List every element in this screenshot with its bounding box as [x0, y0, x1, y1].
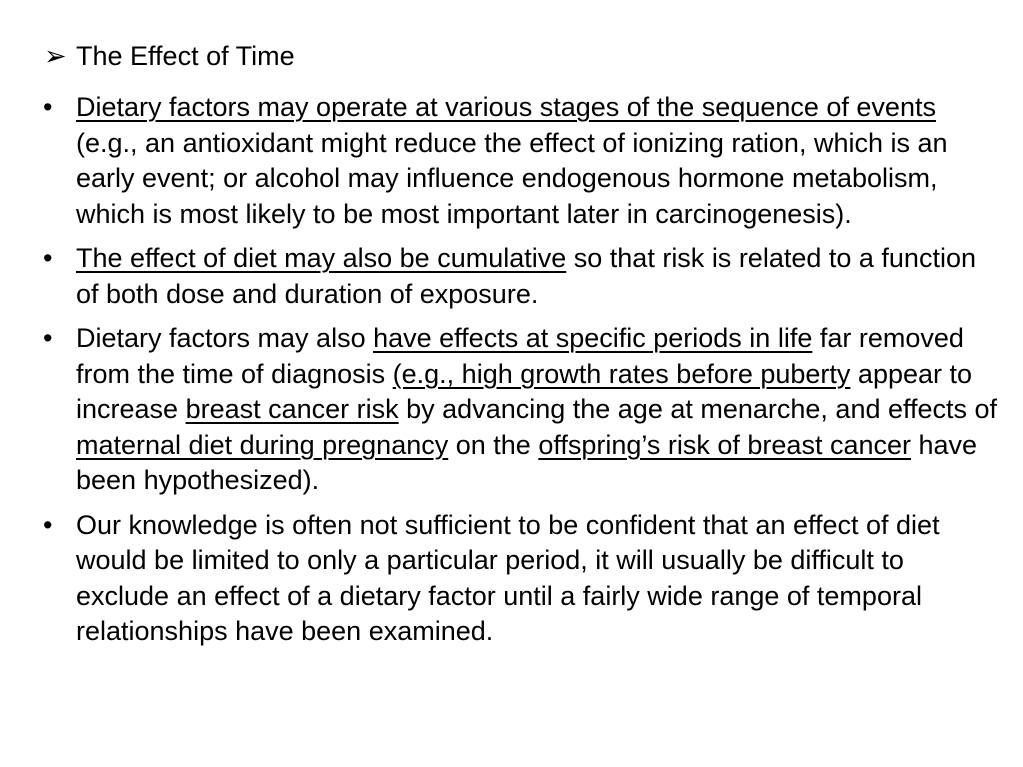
- bullet-text: appear to increase: [76, 358, 973, 424]
- bullet-text: (e.g., an antioxidant might reduce the effect of ionizing ration, which is an early event; or alcohol may influence endogenous hormone metabolism, which is most likely to be most important later in carcinogenesis).: [76, 127, 948, 229]
- bullet-item: [0, 241, 1023, 312]
- underlined-phrase: offspring’s risk of breast cancer: [538, 429, 911, 460]
- bullet-item: [0, 321, 1023, 499]
- underlined-phrase: maternal diet during pregnancy: [76, 429, 449, 460]
- underlined-phrase: Dietary factors may operate at various stages of the sequence of events: [76, 92, 936, 122]
- bullet-text: Our knowledge is often not sufficient to be confident that an effect of diet would be limited to only a particular period, it will usually be difficult to exclude an effect of a dietary factor until a fairly wide range of temporal relationships have been examined.: [76, 509, 940, 646]
- underlined-phrase: have effects at specific periods in life: [373, 323, 813, 353]
- bullet-text: by advancing the age at menarche, and effects of: [398, 394, 998, 424]
- underlined-phrase: (e.g., high growth rates before puberty: [392, 358, 851, 389]
- bullet-list: [0, 90, 1023, 659]
- bullet-text: on the: [448, 429, 539, 460]
- bullet-text: Dietary factors may also: [76, 323, 374, 353]
- heading-text: The Effect of Time: [76, 41, 295, 71]
- arrow-bullet-icon: ➢: [44, 41, 67, 71]
- underlined-phrase: breast cancer risk: [185, 394, 399, 424]
- slide-heading: [44, 38, 295, 74]
- bullet-item: [0, 508, 1023, 650]
- underlined-phrase: The effect of diet may also be cumulative: [76, 243, 567, 273]
- bullet-dot-icon: •: [43, 323, 53, 353]
- bullet-text: so that risk is related to a function of both dose and duration of exposure.: [76, 243, 976, 309]
- bullet-text: far removed from the time of diagnosis: [76, 323, 964, 389]
- bullet-dot-icon: •: [43, 243, 53, 273]
- bullet-dot-icon: •: [43, 92, 53, 122]
- bullet-dot-icon: •: [43, 509, 53, 540]
- bullet-item: [0, 90, 1023, 232]
- bullet-text: have been hypothesized).: [76, 429, 978, 495]
